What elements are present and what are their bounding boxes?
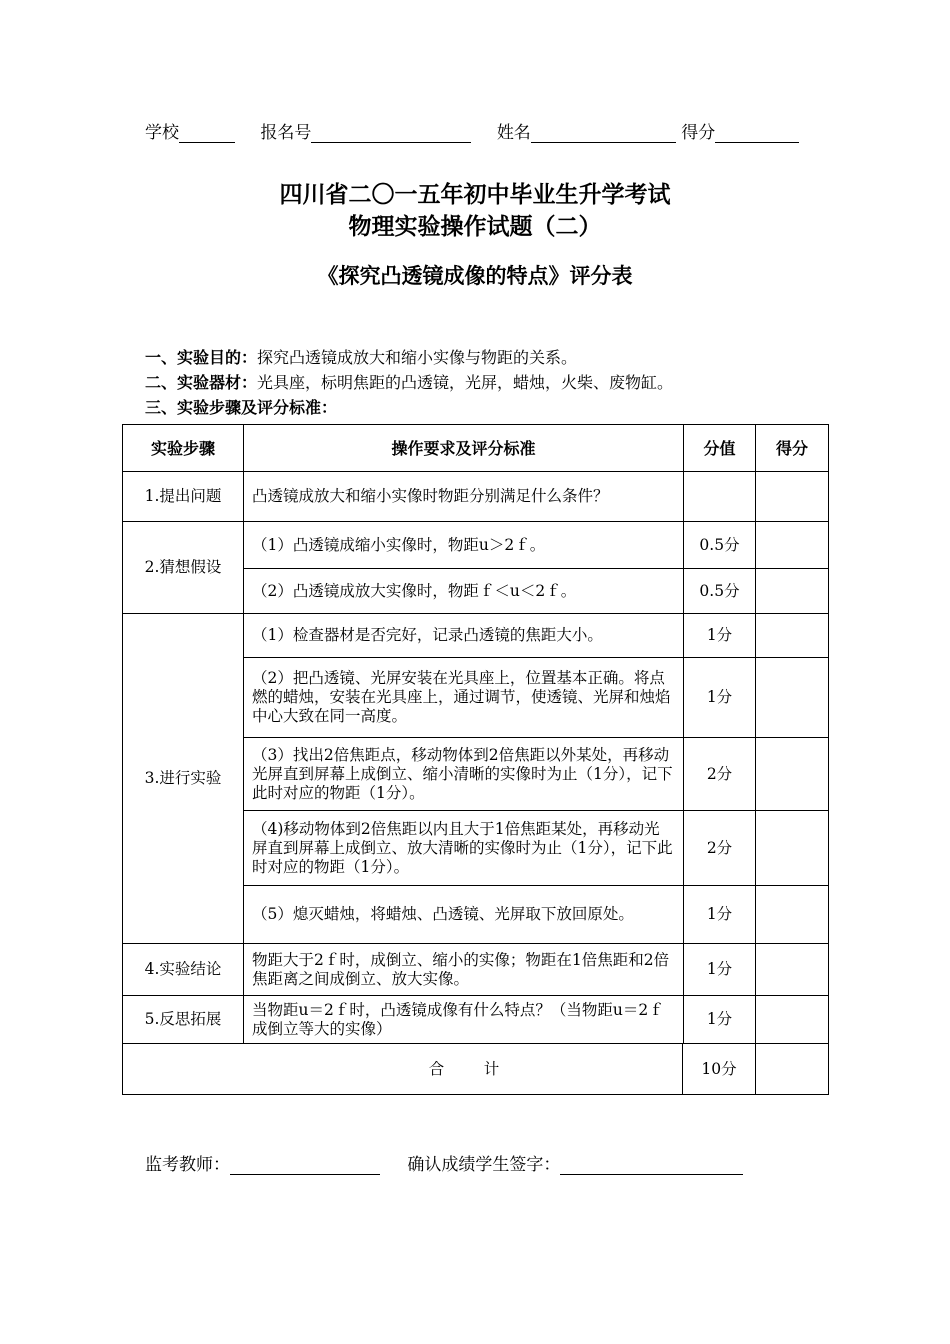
requirement-cell: （5）熄灭蜡烛，将蜡烛、凸透镜、光屏取下放回原处。 <box>244 886 684 944</box>
earned-cell[interactable] <box>756 569 829 614</box>
points-cell: 1分 <box>684 658 756 738</box>
step-cell: 4.实验结论 <box>123 944 244 996</box>
score-sheet-title: 《探究凸透镜成像的特点》评分表 <box>317 264 633 288</box>
purpose-text: 探究凸透镜成放大和缩小实像与物距的关系。 <box>257 348 578 367</box>
points-cell: 2分 <box>684 738 756 811</box>
earned-cell[interactable] <box>756 811 829 886</box>
purpose-label: 一、实验目的： <box>145 348 258 367</box>
requirement-cell: （4)移动物体到2倍焦距以内且大于1倍焦距某处，再移动光屏直到屏幕上成倒立、放大清晰的实像时为止（1分），记下此时对应的物距（1分）。 <box>244 811 684 886</box>
table-row <box>123 996 829 1044</box>
header-requirements: 操作要求及评分标准 <box>244 425 684 472</box>
total-earned-cell[interactable] <box>756 1044 829 1095</box>
score-field[interactable] <box>715 124 799 143</box>
requirement-cell: （1）检查器材是否完好，记录凸透镜的焦距大小。 <box>244 614 684 658</box>
equipment-label: 二、实验器材： <box>145 373 258 392</box>
equipment-text: 光具座，标明焦距的凸透镜，光屏，蜡烛，火柴、废物缸。 <box>257 373 674 392</box>
header-info-line <box>145 118 799 143</box>
earned-cell[interactable] <box>756 996 829 1044</box>
requirement-cell: 物距大于2ｆ时，成倒立、缩小的实像；物距在1倍焦距和2倍焦距离之间成倒立、放大实像。 <box>244 944 684 996</box>
proctor-signature-field[interactable] <box>230 1156 380 1175</box>
exam-subtitle: 物理实验操作试题（二） <box>348 214 602 240</box>
points-cell: 1分 <box>684 944 756 996</box>
points-cell: 0.5分 <box>684 522 756 569</box>
name-field[interactable] <box>531 124 676 143</box>
earned-cell[interactable] <box>756 522 829 569</box>
points-cell: 1分 <box>684 996 756 1044</box>
total-row <box>123 1044 829 1095</box>
step-cell: 1.提出问题 <box>123 472 244 522</box>
header-step: 实验步骤 <box>123 425 244 472</box>
name-label: 姓名 <box>496 123 531 143</box>
table-header-row <box>123 425 829 472</box>
requirement-cell: （1）凸透镜成缩小实像时，物距u＞2ｆ。 <box>244 522 684 569</box>
exam-title: 四川省二〇一五年初中毕业生升学考试 <box>279 182 671 208</box>
table-row <box>123 614 829 658</box>
total-label-cell <box>123 1044 756 1095</box>
registration-number-label: 报名号 <box>260 123 312 143</box>
student-sign-label: 确认成绩学生签字： <box>407 1155 561 1175</box>
step-cell: 3.进行实验 <box>123 614 244 944</box>
school-field[interactable] <box>179 124 235 143</box>
equipment-line <box>145 370 673 393</box>
steps-label: 三、实验步骤及评分标准： <box>145 398 338 417</box>
table-row <box>123 472 829 522</box>
purpose-line <box>145 345 577 368</box>
earned-cell[interactable] <box>756 886 829 944</box>
points-cell: 1分 <box>684 886 756 944</box>
registration-number-field[interactable] <box>311 124 471 143</box>
earned-cell[interactable] <box>756 472 829 522</box>
requirement-cell: （2）凸透镜成放大实像时，物距ｆ＜u＜2ｆ。 <box>244 569 684 614</box>
points-cell: 1分 <box>684 614 756 658</box>
table-row <box>123 522 829 569</box>
earned-cell[interactable] <box>756 614 829 658</box>
score-table <box>122 424 829 1095</box>
score-label: 得分 <box>681 123 716 143</box>
earned-cell[interactable] <box>756 738 829 811</box>
header-points: 分值 <box>684 425 756 472</box>
total-score: 10分 <box>701 1059 737 1078</box>
header-earned: 得分 <box>756 425 829 472</box>
requirement-cell: （3）找出2倍焦距点，移动物体到2倍焦距以外某处，再移动光屏直到屏幕上成倒立、缩小清晰的实像时为止（1分），记下此时对应的物距（1分）。 <box>244 738 684 811</box>
points-cell: 2分 <box>684 811 756 886</box>
earned-cell[interactable] <box>756 944 829 996</box>
proctor-label: 监考教师： <box>145 1155 230 1175</box>
points-cell: 0.5分 <box>684 569 756 614</box>
footer-signatures <box>145 1150 743 1175</box>
requirement-cell: 当物距u＝2ｆ时，凸透镜成像有什么特点？（当物距u＝2ｆ成倒立等大的实像） <box>244 996 684 1044</box>
requirement-cell: （2）把凸透镜、光屏安装在光具座上，位置基本正确。将点燃的蜡烛，安装在光具座上，通过调节，使透镜、光屏和烛焰中心大致在同一高度。 <box>244 658 684 738</box>
requirement-cell: 凸透镜成放大和缩小实像时物距分别满足什么条件？ <box>244 472 684 522</box>
step-cell: 2.猜想假设 <box>123 522 244 614</box>
total-char-1: 合 <box>428 1059 445 1078</box>
points-cell <box>684 472 756 522</box>
student-signature-field[interactable] <box>560 1156 743 1175</box>
total-char-2: 计 <box>483 1059 500 1078</box>
step-cell: 5.反思拓展 <box>123 996 244 1044</box>
earned-cell[interactable] <box>756 658 829 738</box>
school-label: 学校 <box>145 123 179 143</box>
table-row <box>123 944 829 996</box>
steps-heading <box>145 395 337 418</box>
